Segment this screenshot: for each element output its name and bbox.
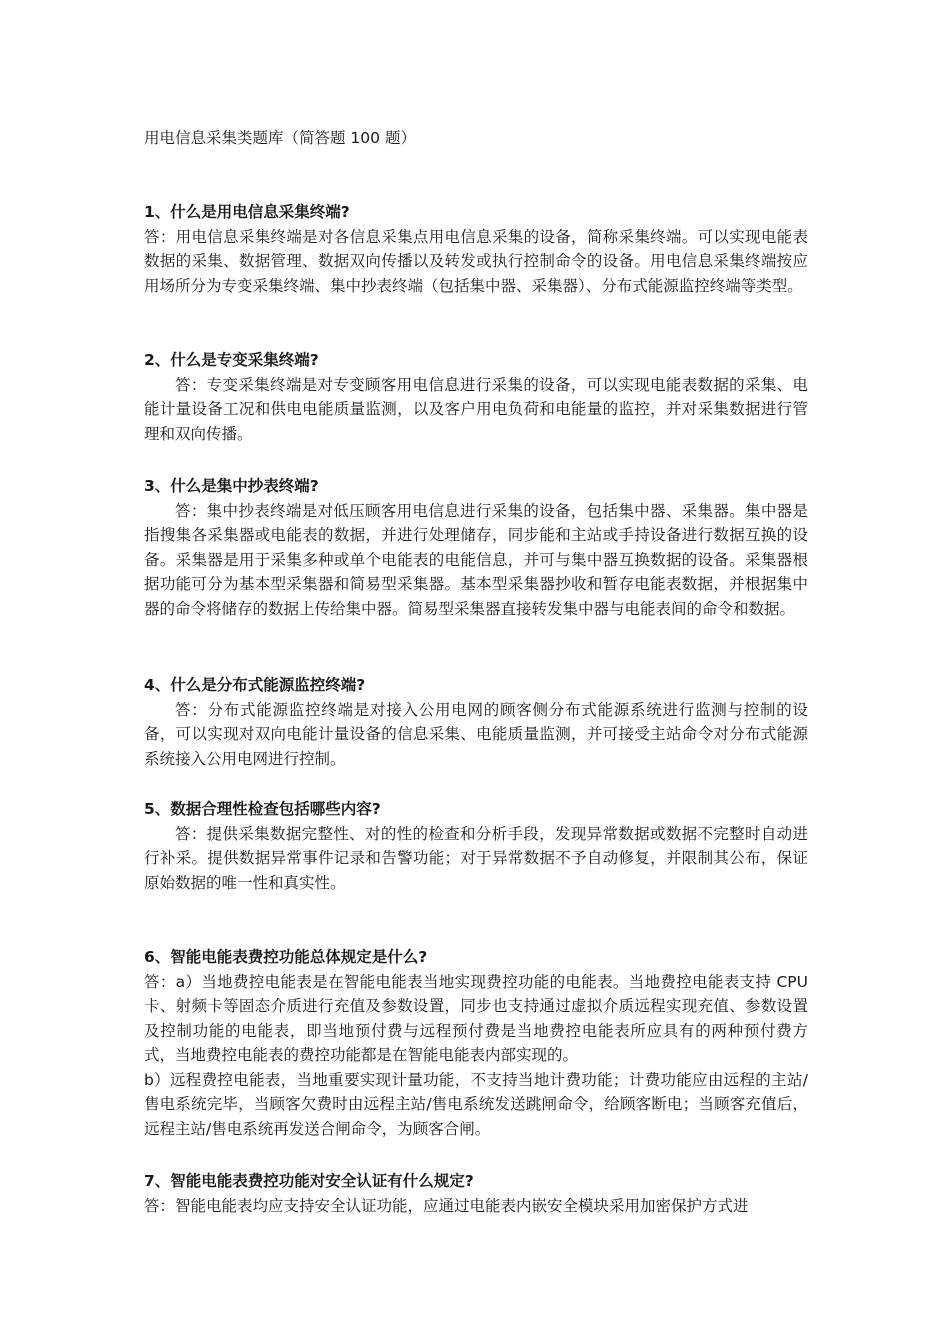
qa-item-5 [144,797,808,895]
document-title: 用电信息采集类题库（简答题 100 题） [144,129,416,147]
qa-item-1 [144,200,808,298]
answer-4: 答：分布式能源监控终端是对接入公用电网的顾客侧分布式能源系统进行监测与控制的设备，可以实现对双向电能计量设备的信息采集、电能质量监测，并可接受主站命令对分布式能源系统接入公用电网进行控制。 [144,700,808,768]
question-1: 1、什么是用电信息采集终端? [144,203,350,221]
answer-3: 答：集中抄表终端是对低压顾客用电信息进行采集的设备，包括集中器、采集器。集中器是指搜集各采集器或电能表的数据，并进行处理储存，同步能和主站或手持设备进行数据互换的设备。采集器是用于采集多种或单个电能表的电能信息，并可与集中器互换数据的设备。采集器根据功能可分为基本型采集器和简易型采集器。基本型采集器抄收和暂存电能表数据，并根据集中器的命令将储存的数据上传给集中器。简易型采集器直接转发集中器与电能表间的命令和数据。 [144,501,808,618]
qa-item-7 [144,1169,808,1218]
answer-2: 答：专变采集终端是对专变顾客用电信息进行采集的设备，可以实现电能表数据的采集、电能计量设备工况和供电电能质量监测，以及客户用电负荷和电能量的监控，并对采集数据进行管理和双向传播。 [144,375,808,443]
answer-6a: 答：a）当地费控电能表是在智能电能表当地实现费控功能的电能表。当地费控电能表支持 CPU 卡、射频卡等固态介质进行充值及参数设置，同步也支持通过虚拟介质远程实现充值、参数设置及控制功能的电能表，即当地预付费与远程预付费是当地费控电能表所应具有的两种预付费方式，当地费控电能表的费控功能都是在智能电能表内部实现的。 [144,972,808,1064]
answer-6b: b）远程费控电能表，当地重要实现计量功能，不支持当地计费功能；计费功能应由远程的主站/售电系统完毕，当顾客欠费时由远程主站/售电系统发送跳闸命令，给顾客断电；当顾客充值后，远程主站/售电系统再发送合闸命令，为顾客合闸。 [144,1070,808,1138]
question-6: 6、智能电能表费控功能总体规定是什么? [144,948,428,966]
answer-1: 答：用电信息采集终端是对各信息采集点用电信息采集的设备，简称采集终端。可以实现电能表数据的采集、数据管理、数据双向传播以及转发或执行控制命令的设备。用电信息采集终端按应用场所分为专变采集终端、集中抄表终端（包括集中器、采集器）、分布式能源监控终端等类型。 [144,227,808,295]
qa-item-4 [144,673,808,771]
question-5: 5、数据合理性检查包括哪些内容? [144,800,381,818]
qa-item-6 [144,945,808,1141]
qa-item-2 [144,348,808,446]
question-2: 2、什么是专变采集终端? [144,351,319,369]
answer-7: 答：智能电能表均应支持安全认证功能，应通过电能表内嵌安全模块采用加密保护方式进 [144,1196,749,1215]
answer-5: 答：提供采集数据完整性、对的性的检查和分析手段，发现异常数据或数据不完整时自动进行补采。提供数据异常事件记录和告警功能；对于异常数据不予自动修复，并限制其公布，保证原始数据的唯一性和真实性。 [144,824,808,892]
question-7: 7、智能电能表费控功能对安全认证有什么规定? [144,1172,474,1190]
question-4: 4、什么是分布式能源监控终端? [144,676,366,694]
qa-item-3 [144,474,808,621]
question-3: 3、什么是集中抄表终端? [144,477,319,495]
